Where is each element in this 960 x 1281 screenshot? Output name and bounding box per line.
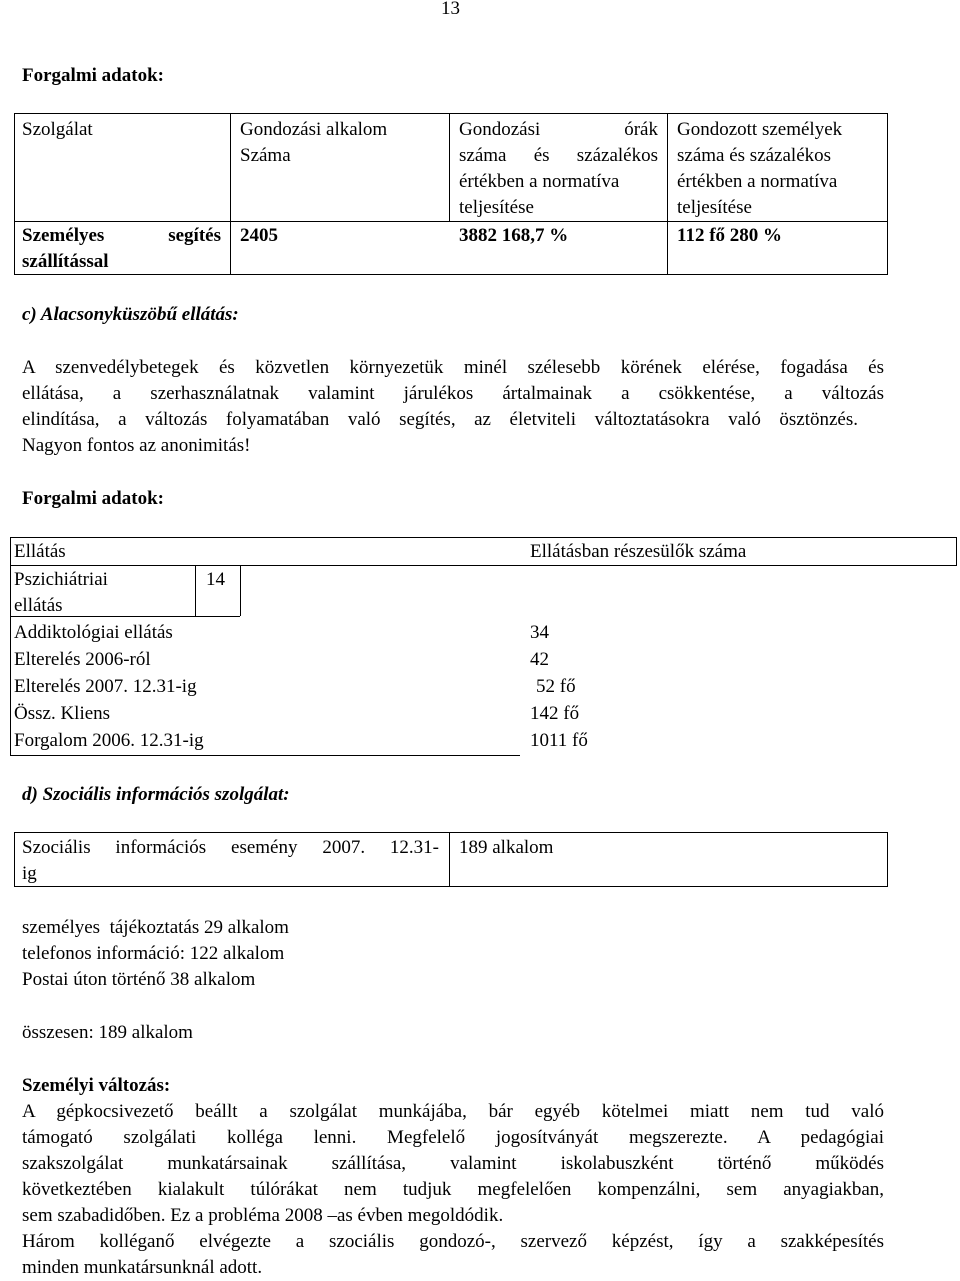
table-cell: Elterelés 2007. 12.31-ig bbox=[14, 676, 197, 697]
table-divider bbox=[667, 113, 668, 275]
table-cell: 142 fő bbox=[530, 703, 580, 724]
list-item: Postai úton történő 38 alkalom bbox=[22, 969, 256, 990]
table-divider bbox=[449, 832, 450, 887]
table-cell bbox=[22, 223, 221, 249]
text-fragment: Gondozási bbox=[459, 119, 541, 140]
table-cell: 2405 bbox=[240, 225, 278, 246]
table-divider bbox=[10, 565, 957, 566]
table-cell: Forgalom 2006. 12.31-ig bbox=[14, 730, 204, 751]
table-cell: 112 fő 280 % bbox=[677, 225, 783, 246]
paragraph-line: A szenvedélybetegek és közvetlen környezetük minél szélesebb körének elérése, fogadása és bbox=[22, 357, 884, 378]
section-heading: Forgalmi adatok: bbox=[22, 65, 164, 86]
table-divider bbox=[240, 565, 241, 616]
table-header-cell bbox=[459, 143, 658, 169]
table-header-cell: teljesítése bbox=[459, 197, 534, 218]
table-header-cell: száma és százalékos bbox=[677, 145, 832, 166]
table-header-cell: Szolgálat bbox=[22, 119, 93, 140]
table-header-cell: értékben a normatíva bbox=[677, 171, 838, 192]
table-header-cell: Ellátás bbox=[14, 541, 66, 562]
table-divider bbox=[449, 113, 450, 221]
paragraph-line: sem szabadidőben. Ez a probléma 2008 –as évben megoldódik. bbox=[22, 1205, 504, 1226]
table-header-cell: Száma bbox=[240, 145, 291, 166]
table-cell: 189 alkalom bbox=[459, 837, 554, 858]
paragraph-line: A gépkocsivezető beállt a szolgálat munkájába, bár egyéb kötelmei miatt nem tud való bbox=[22, 1101, 884, 1122]
table-header-cell: teljesítése bbox=[677, 197, 752, 218]
table-cell: Szociális információs esemény 2007. 12.31- bbox=[22, 837, 439, 858]
table-cell: 52 fő bbox=[536, 676, 576, 697]
table-cell: Elterelés 2006-ról bbox=[14, 649, 151, 670]
text-fragment: százalékos bbox=[576, 145, 658, 166]
section-heading: Személyi változás: bbox=[22, 1075, 171, 1096]
section-heading: Forgalmi adatok: bbox=[22, 488, 164, 509]
table-header-cell bbox=[459, 117, 658, 143]
table-cell: 1011 fő bbox=[530, 730, 588, 751]
table-divider bbox=[10, 755, 520, 756]
table-cell: 14 bbox=[206, 569, 225, 590]
paragraph-line: elindítása, a változás folyamatában való segítés, az életviteli változtatásokra való ösztönzés. bbox=[22, 409, 858, 430]
paragraph-line: támogató szolgálati kolléga lenni. Megfelelő jogosítványát megszerezte. A pedagógiai bbox=[22, 1127, 884, 1148]
table-header-cell: értékben a normatíva bbox=[459, 171, 620, 192]
table-cell: ellátás bbox=[14, 595, 63, 616]
table-cell: szállítással bbox=[22, 251, 109, 272]
paragraph-line: szakszolgálat munkatársainak szállítása, valamint iskolabuszként történő működés bbox=[22, 1153, 884, 1174]
table-cell: Addiktológiai ellátás bbox=[14, 622, 173, 643]
table-header-cell: Gondozott személyek bbox=[677, 119, 843, 140]
section-heading: d) Szociális információs szolgálat: bbox=[22, 784, 290, 805]
table-cell: ig bbox=[22, 863, 37, 884]
table-cell: Össz. Kliens bbox=[14, 703, 111, 724]
paragraph-line: Nagyon fontos az anonimitás! bbox=[22, 435, 251, 456]
text-fragment: és bbox=[533, 145, 550, 166]
total-line: összesen: 189 alkalom bbox=[22, 1022, 193, 1043]
table-header-cell: Gondozási alkalom bbox=[240, 119, 388, 140]
table-divider bbox=[195, 565, 196, 616]
table-cell: 42 bbox=[530, 649, 549, 670]
table-divider bbox=[956, 537, 957, 565]
section-heading: c) Alacsonyküszöbű ellátás: bbox=[22, 304, 239, 325]
page-number: 13 bbox=[441, 0, 460, 19]
paragraph-line: ellátása, a szerhasználatnak valamint járulékos ártalmainak a csökkentése, a változás bbox=[22, 383, 884, 404]
table-header-cell: Ellátásban részesülők száma bbox=[530, 541, 747, 562]
table-cell: 34 bbox=[530, 622, 549, 643]
list-item: személyes tájékoztatás 29 alkalom bbox=[22, 917, 289, 938]
table-cell: 3882 168,7 % bbox=[459, 225, 569, 246]
table-divider bbox=[14, 221, 888, 222]
text-fragment: órák bbox=[624, 119, 658, 140]
paragraph-line: Három kolléganő elvégezte a szociális gondozó-, szervező képzést, így a szakképesítés bbox=[22, 1231, 884, 1252]
text-fragment: segítés bbox=[168, 225, 221, 246]
table-divider bbox=[10, 537, 957, 538]
paragraph-line: minden munkatársunknál adott. bbox=[22, 1257, 263, 1278]
list-item: telefonos információ: 122 alkalom bbox=[22, 943, 285, 964]
text-fragment: száma bbox=[459, 145, 507, 166]
table-divider bbox=[10, 537, 11, 755]
table-divider bbox=[230, 113, 231, 275]
text-fragment: Személyes bbox=[22, 225, 105, 246]
table-cell: Pszichiátriai bbox=[14, 569, 108, 590]
paragraph-line: következtében kialakult túlórákat nem tudjuk megfelelően kompenzálni, sem anyagiakban, bbox=[22, 1179, 884, 1200]
